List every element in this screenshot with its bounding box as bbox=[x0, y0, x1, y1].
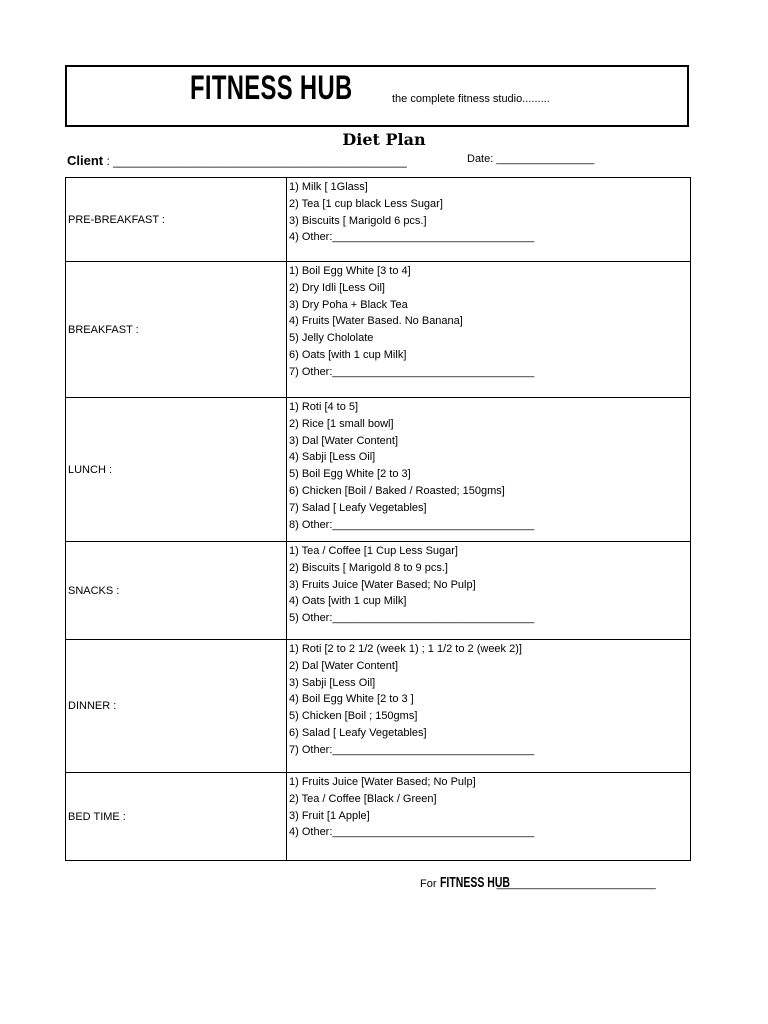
meal-item: 6) Oats [with 1 cup Milk] bbox=[289, 348, 407, 361]
meal-item: 7) Other:_________________________________ bbox=[289, 365, 535, 378]
meal-item: 3) Sabji [Less Oil] bbox=[289, 676, 376, 689]
client-label: Client bbox=[67, 153, 104, 168]
brand-name: FITNESS HUB bbox=[190, 69, 353, 107]
diet-plan-table bbox=[65, 177, 691, 861]
meal-item: 5) Other:_________________________________ bbox=[289, 612, 535, 625]
meal-item: 3) Fruits Juice [Water Based; No Pulp] bbox=[289, 578, 476, 591]
meal-items bbox=[287, 398, 691, 542]
meal-item: 5) Boil Egg White [2 to 3] bbox=[289, 468, 411, 481]
meal-item: 3) Biscuits [ Marigold 6 pcs.] bbox=[289, 214, 427, 227]
meal-item: 8) Other:_________________________________ bbox=[289, 518, 535, 531]
meal-item: 6) Salad [ Leafy Vegetables] bbox=[289, 726, 427, 739]
client-field: : ____________________________________________ bbox=[103, 154, 407, 168]
meal-item: 3) Dal [Water Content] bbox=[289, 434, 399, 447]
meal-item: 1) Roti [4 to 5] bbox=[289, 401, 359, 413]
meal-item: 2) Tea / Coffee [Black / Green] bbox=[289, 792, 437, 805]
meal-item: 7) Other:_________________________________ bbox=[289, 743, 535, 756]
meal-row bbox=[66, 542, 691, 640]
meal-name: BED TIME : bbox=[66, 773, 287, 861]
meal-item: 7) Salad [ Leafy Vegetables] bbox=[289, 501, 427, 514]
meal-items bbox=[287, 542, 691, 640]
client-row bbox=[67, 153, 687, 168]
meal-item: 5) Chicken [Boil ; 150gms] bbox=[289, 710, 418, 723]
meal-row bbox=[66, 178, 691, 262]
meal-item: 1) Fruits Juice [Water Based; No Pulp] bbox=[289, 776, 476, 788]
meal-items bbox=[287, 773, 691, 861]
signature-line: __________________________ bbox=[496, 878, 656, 890]
brand-tagline: the complete fitness studio......... bbox=[392, 93, 550, 105]
footer-for-label: For bbox=[420, 878, 437, 890]
meal-item: 2) Dry Idli [Less Oil] bbox=[289, 281, 385, 294]
meal-items bbox=[287, 640, 691, 773]
meal-item: 3) Fruit [1 Apple] bbox=[289, 809, 370, 822]
meal-row bbox=[66, 640, 691, 773]
meal-item: 1) Milk [ 1Glass] bbox=[289, 181, 368, 193]
meal-row bbox=[66, 398, 691, 542]
meal-row bbox=[66, 262, 691, 398]
footer-brand: FITNESS HUB bbox=[439, 874, 510, 891]
meal-item: 3) Dry Poha + Black Tea bbox=[289, 298, 408, 311]
meal-name: SNACKS : bbox=[66, 542, 287, 640]
meal-items bbox=[287, 178, 691, 262]
page-title: Diet Plan bbox=[342, 130, 426, 149]
meal-item: 4) Boil Egg White [2 to 3 ] bbox=[289, 693, 414, 706]
date-field: Date: ________________ bbox=[467, 153, 595, 165]
meal-item: 2) Tea [1 cup black Less Sugar] bbox=[289, 197, 443, 210]
meal-row bbox=[66, 773, 691, 861]
meal-name: BREAKFAST : bbox=[66, 262, 287, 398]
meal-item: 2) Dal [Water Content] bbox=[289, 659, 399, 672]
meal-item: 4) Sabji [Less Oil] bbox=[289, 451, 376, 464]
header-box bbox=[65, 65, 689, 127]
meal-name: PRE-BREAKFAST : bbox=[66, 178, 287, 262]
meal-item: 1) Tea / Coffee [1 Cup Less Sugar] bbox=[289, 545, 458, 557]
meal-item: 6) Chicken [Boil / Baked / Roasted; 150gms] bbox=[289, 484, 505, 497]
meal-name: LUNCH : bbox=[66, 398, 287, 542]
meal-item: 4) Other:_________________________________ bbox=[289, 826, 535, 839]
meal-item: 4) Fruits [Water Based. No Banana] bbox=[289, 315, 463, 328]
meal-item: 5) Jelly Chololate bbox=[289, 332, 374, 345]
footer-signature bbox=[420, 874, 656, 891]
meal-item: 1) Boil Egg White [3 to 4] bbox=[289, 265, 411, 277]
meal-item: 4) Oats [with 1 cup Milk] bbox=[289, 595, 407, 608]
meal-item: 2) Rice [1 small bowl] bbox=[289, 417, 394, 430]
meal-item: 4) Other:_________________________________ bbox=[289, 231, 535, 244]
meal-item: 1) Roti [2 to 2 1/2 (week 1) ; 1 1/2 to 2 (week 2)] bbox=[289, 643, 522, 655]
meal-item: 2) Biscuits [ Marigold 8 to 9 pcs.] bbox=[289, 561, 448, 574]
meal-name: DINNER : bbox=[66, 640, 287, 773]
meal-items bbox=[287, 262, 691, 398]
